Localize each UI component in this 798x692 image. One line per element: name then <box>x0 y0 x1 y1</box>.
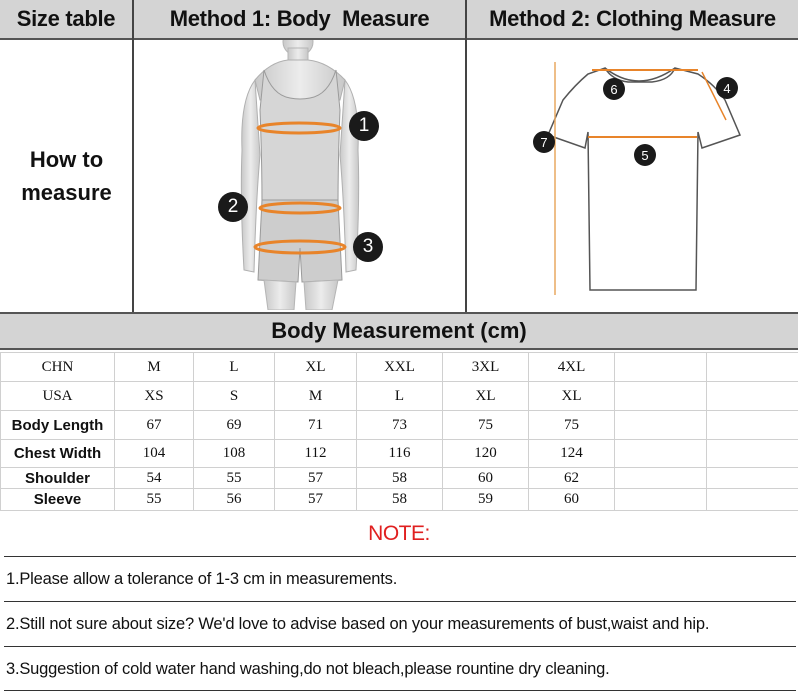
row-label: CHN <box>1 353 115 382</box>
row-label: USA <box>1 382 115 411</box>
row-label: Sleeve <box>1 489 115 511</box>
cell: M <box>275 382 357 411</box>
empty-cell <box>707 353 798 382</box>
row-label: Chest Width <box>1 440 115 468</box>
marker-2 <box>218 192 248 222</box>
cell: 124 <box>529 440 615 468</box>
empty-cell <box>615 411 707 440</box>
table-row <box>1 468 798 489</box>
header-size-table <box>0 0 134 38</box>
table-row <box>1 489 798 511</box>
cell: 112 <box>275 440 357 468</box>
cell: S <box>194 382 275 411</box>
note-title-label: NOTE: <box>368 522 430 545</box>
cell: 120 <box>443 440 529 468</box>
table-title <box>0 312 798 350</box>
shirt-marker-5-label: 5 <box>641 147 649 163</box>
empty-cell <box>707 382 798 411</box>
empty-cell <box>615 382 707 411</box>
table-title-label: Body Measurement (cm) <box>271 318 527 343</box>
cell: L <box>357 382 443 411</box>
table-row <box>1 440 798 468</box>
marker-2-label: 2 <box>227 196 239 217</box>
empty-cell <box>707 411 798 440</box>
cell: 104 <box>115 440 194 468</box>
cell: XL <box>529 382 615 411</box>
marker-3 <box>353 232 383 262</box>
cell: 57 <box>275 468 357 489</box>
shirt-marker-4 <box>716 77 738 99</box>
cell: XL <box>275 353 357 382</box>
empty-cell <box>707 489 798 511</box>
cell: 55 <box>194 468 275 489</box>
cell: 58 <box>357 489 443 511</box>
marker-1-label: 1 <box>358 115 370 136</box>
empty-cell <box>615 440 707 468</box>
table-row <box>1 382 798 411</box>
size-table <box>0 352 798 511</box>
cell: 57 <box>275 489 357 511</box>
empty-cell <box>707 468 798 489</box>
cell: 60 <box>529 489 615 511</box>
cell: XS <box>115 382 194 411</box>
cell: 54 <box>115 468 194 489</box>
table-row <box>1 353 798 382</box>
table-row <box>1 411 798 440</box>
header-size-table-label: Size table <box>16 6 116 31</box>
cell: 116 <box>357 440 443 468</box>
cell: 58 <box>357 468 443 489</box>
note-item-2 <box>4 602 796 646</box>
note-item-1-text: 1.Please allow a tolerance of 1-3 cm in measurements. <box>6 569 398 588</box>
cell: 60 <box>443 468 529 489</box>
shirt-marker-6-label: 6 <box>610 81 618 97</box>
note-title <box>0 512 798 556</box>
marker-3-label: 3 <box>362 236 374 257</box>
cell: L <box>194 353 275 382</box>
how-to-measure <box>0 40 133 312</box>
body-measure-figure <box>200 40 400 310</box>
empty-cell <box>615 489 707 511</box>
cell: XL <box>443 382 529 411</box>
marker-1 <box>349 111 379 141</box>
divider-2 <box>465 38 467 312</box>
cell: M <box>115 353 194 382</box>
cell: 75 <box>529 411 615 440</box>
empty-cell <box>615 353 707 382</box>
cell: 73 <box>357 411 443 440</box>
row-label: Body Length <box>1 411 115 440</box>
note-item-2-text: 2.Still not sure about size? We'd love to advise based on your measurements of bust,waist and hip. <box>6 614 710 633</box>
shirt-marker-4-label: 4 <box>723 80 731 96</box>
shirt-marker-6 <box>603 78 625 100</box>
cell: 67 <box>115 411 194 440</box>
header-method-2 <box>467 0 798 38</box>
empty-cell <box>707 440 798 468</box>
empty-cell <box>615 468 707 489</box>
cell: 3XL <box>443 353 529 382</box>
shirt-marker-7 <box>533 131 555 153</box>
cell: 75 <box>443 411 529 440</box>
cell: 55 <box>115 489 194 511</box>
note-item-3 <box>4 647 796 691</box>
cell: 56 <box>194 489 275 511</box>
note-divider <box>4 690 796 691</box>
note-item-1 <box>4 557 796 601</box>
cell: 4XL <box>529 353 615 382</box>
cell: 71 <box>275 411 357 440</box>
cell: 62 <box>529 468 615 489</box>
how-to-line1: How to <box>29 147 104 172</box>
shirt-marker-5 <box>634 144 656 166</box>
how-to-line2: measure <box>21 180 112 205</box>
cell: 59 <box>443 489 529 511</box>
cell: 69 <box>194 411 275 440</box>
cell: XXL <box>357 353 443 382</box>
header-method-1 <box>134 0 467 38</box>
row-label: Shoulder <box>1 468 115 489</box>
note-item-3-text: 3.Suggestion of cold water hand washing,do not bleach,please rountine dry cleaning. <box>6 659 610 678</box>
cell: 108 <box>194 440 275 468</box>
shirt-marker-7-label: 7 <box>540 134 548 150</box>
header-method-1-label: Method 1: Body Measure <box>169 6 430 31</box>
header-method-2-label: Method 2: Clothing Measure <box>489 6 776 31</box>
